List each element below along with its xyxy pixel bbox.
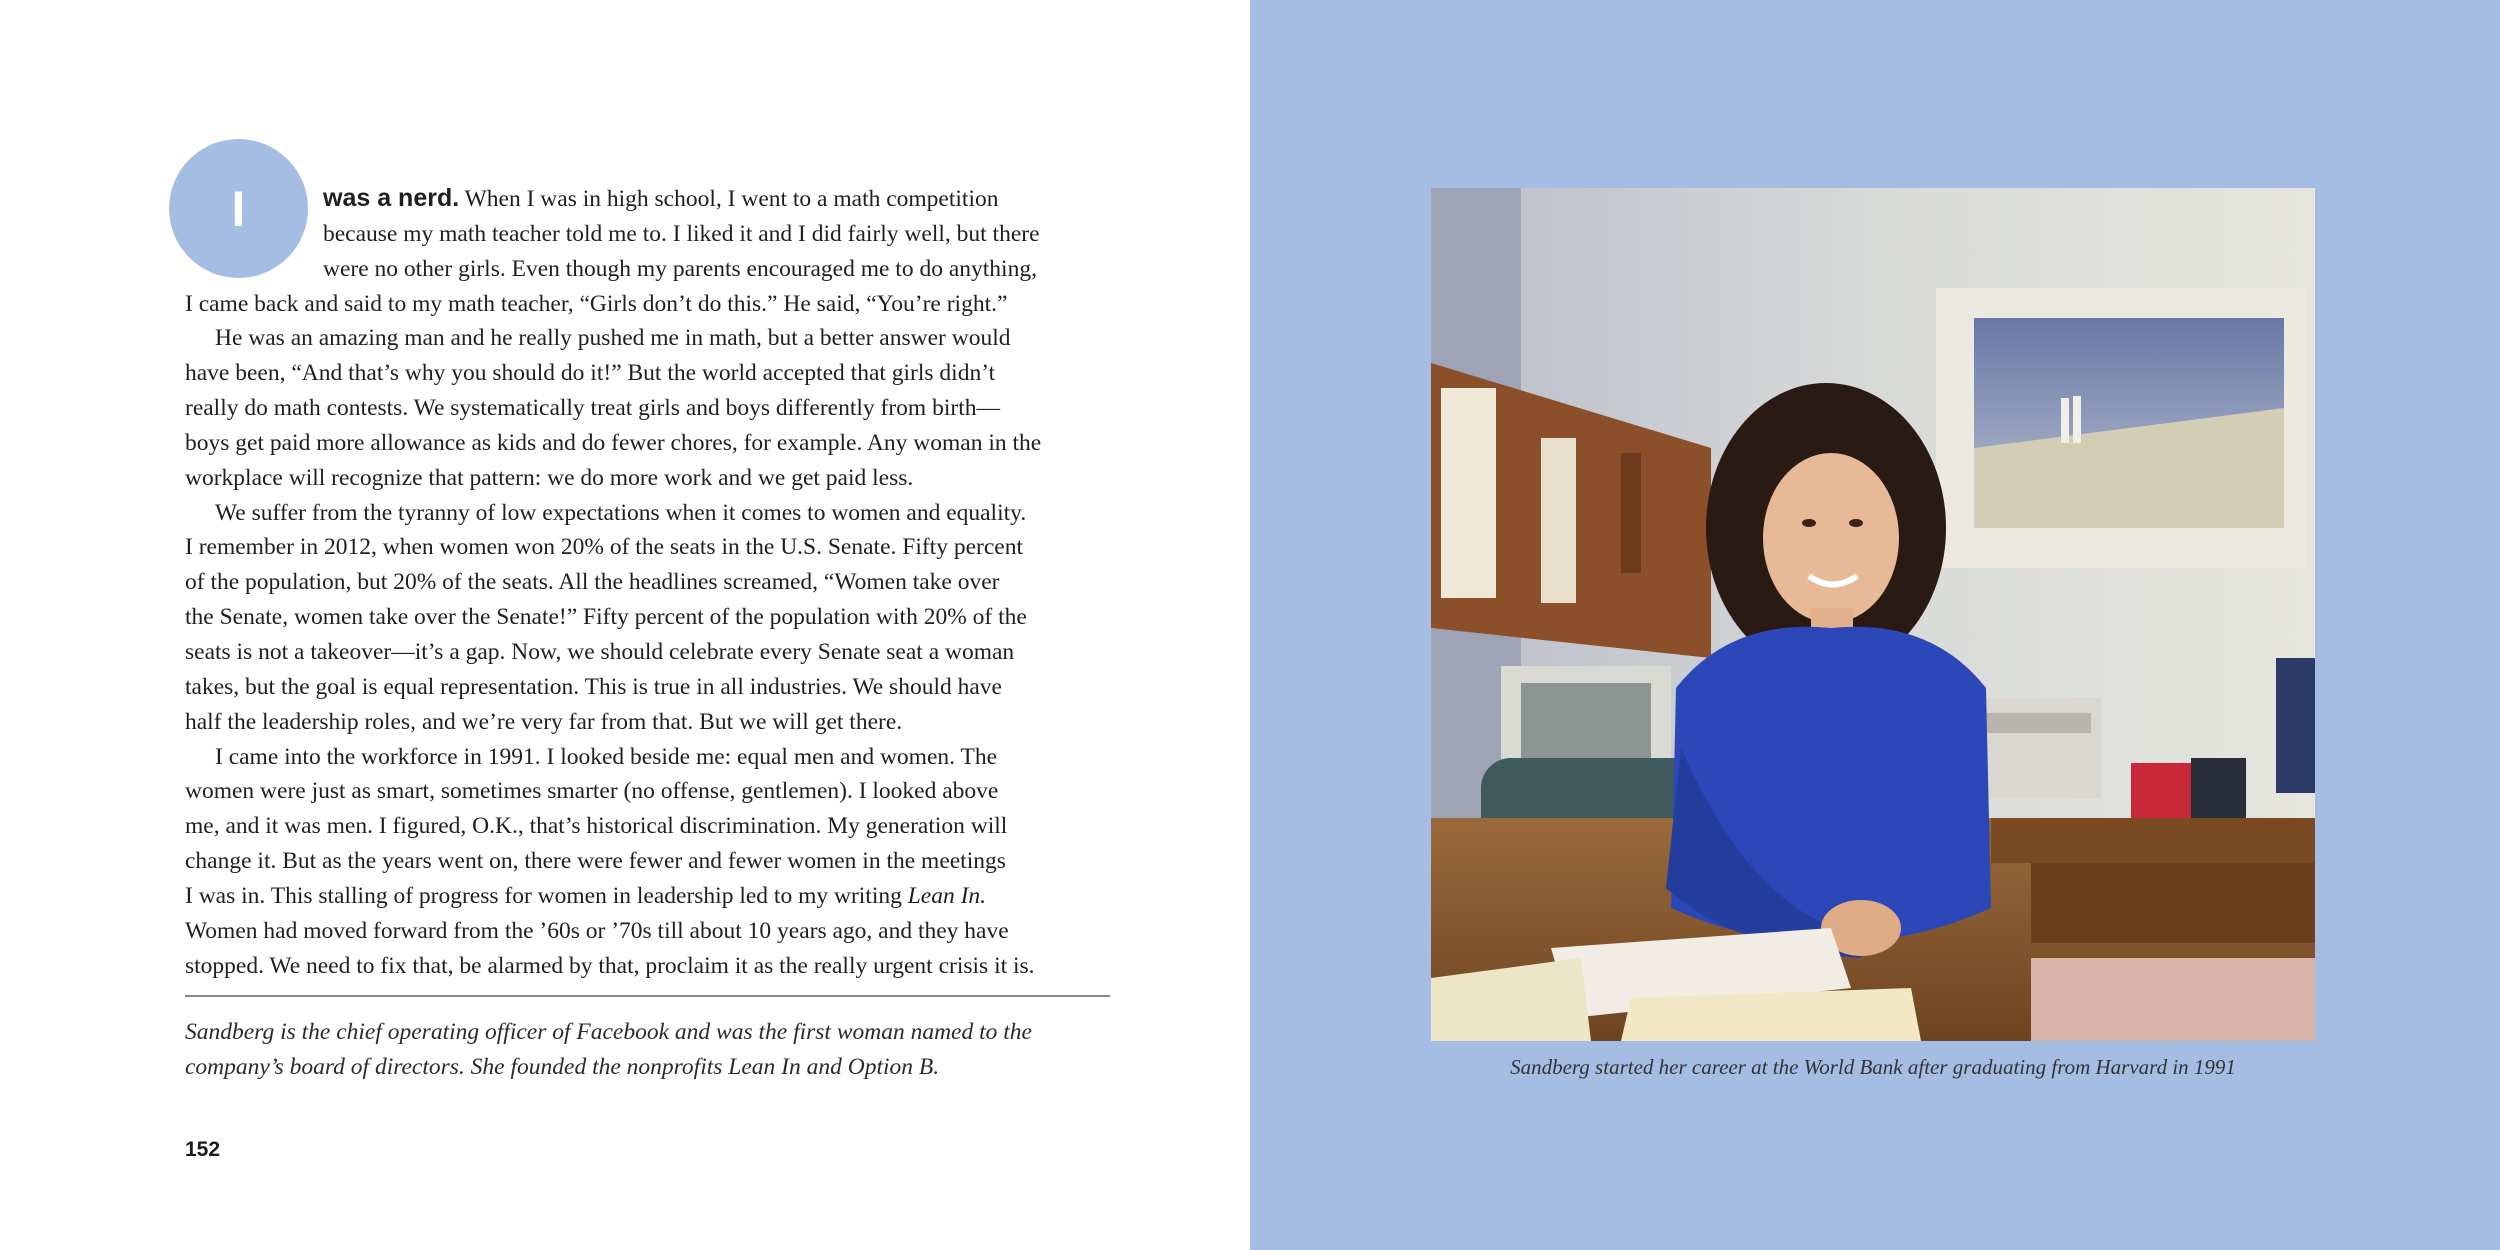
paragraph-line: I was in. This stalling of progress for women in leadership led to my writing Lean In. [185, 882, 987, 909]
paragraph-line: me, and it was men. I figured, O.K., that’s historical discrimination. My generation will [185, 813, 1008, 840]
paragraph-line: boys get paid more allowance as kids and do fewer chores, for example. Any woman in the [185, 429, 1042, 456]
bio-line: company’s board of directors. She founded the nonprofits Lean In and Option B. [185, 1053, 940, 1080]
paragraph-line: because my math teacher told me to. I liked it and I did fairly well, but there [323, 220, 1040, 247]
bio-line: Sandberg is the chief operating officer of Facebook and was the first woman named to the [185, 1019, 1032, 1045]
photo-illustration [1431, 188, 2315, 1041]
lead-in: was a nerd. [323, 184, 460, 212]
photo-caption: Sandberg started her career at the World Bank after graduating from Harvard in 1991 [1510, 1055, 2236, 1079]
paragraph-line: Women had moved forward from the ’60s or ’70s till about 10 years ago, and they have [185, 917, 1009, 944]
paragraph-line: stopped. We need to fix that, be alarmed by that, proclaim it as the really urgent crisis it is. [185, 952, 1035, 979]
paragraph-line: have been, “And that’s why you should do it!” But the world accepted that girls didn’t [185, 360, 996, 387]
paragraph-line: change it. But as the years went on, there were fewer and fewer women in the meetings [185, 848, 1006, 875]
paragraph-line: half the leadership roles, and we’re very far from that. But we will get there. [185, 708, 903, 735]
paragraph-line: was a nerd. When I was in high school, I went to a math competition [323, 184, 999, 212]
book-title: Lean In. [907, 882, 987, 909]
paragraph-line: of the population, but 20% of the seats. All the headlines screamed, “Women take over [185, 569, 1000, 596]
paragraph-line: I remember in 2012, when women won 20% of the seats in the U.S. Senate. Fifty percent [185, 534, 1023, 561]
page-number: 152 [185, 1138, 221, 1161]
paragraph-line: workplace will recognize that pattern: we do more work and we get paid less. [185, 464, 914, 491]
paragraph-line: seats is not a takeover—it’s a gap. Now, we should celebrate every Senate seat a woman [185, 638, 1015, 665]
portrait-photo [1431, 188, 2315, 1041]
paragraph-line: the Senate, women take over the Senate!” Fifty percent of the population with 20% of the [185, 604, 1027, 631]
paragraph-line: We suffer from the tyranny of low expectations when it comes to women and equality. [215, 499, 1027, 526]
paragraph-line: I came back and said to my math teacher, “Girls don’t do this.” He said, “You’re right.” [185, 290, 1008, 317]
paragraph-line: were no other girls. Even though my parents encouraged me to do anything, [323, 255, 1037, 282]
paragraph-line: I came into the workforce in 1991. I looked beside me: equal men and women. The [215, 743, 998, 770]
paragraph-line: takes, but the goal is equal representation. This is true in all industries. We should have [185, 673, 1002, 700]
paragraph-line: He was an amazing man and he really pushed me in math, but a better answer would [215, 325, 1011, 352]
article-body [185, 181, 1110, 983]
author-bio [185, 1015, 1110, 1084]
section-divider [185, 995, 1110, 997]
drop-cap-letter: I [231, 180, 246, 237]
paragraph-line: really do math contests. We systematically treat girls and boys differently from birth— [185, 395, 1000, 422]
paragraph-line: women were just as smart, sometimes smarter (no offense, gentlemen). I looked above [185, 778, 999, 805]
